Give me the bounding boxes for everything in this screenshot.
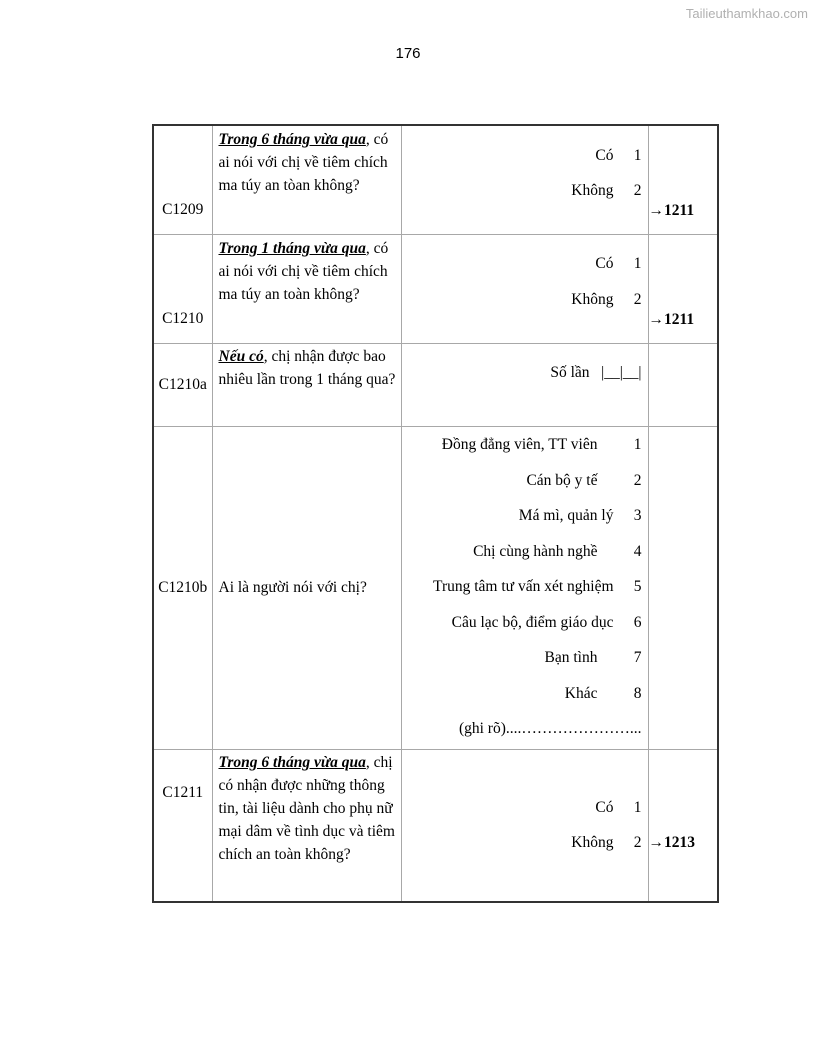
question-body: , chị nhận được bao nhiêu lần trong 1 tháng qua?	[218, 347, 396, 388]
option-label: Đồng đẳng viên, TT viên	[441, 436, 598, 454]
option-code: 1	[633, 255, 642, 273]
question-text	[213, 750, 401, 866]
question-emphasis: Trong 1 tháng vừa qua	[218, 239, 366, 257]
answer-option[interactable]	[402, 790, 648, 826]
arrow-right-icon: →	[648, 310, 664, 328]
option-label: Bạn tình	[544, 649, 598, 667]
question-body: , có ai nói với chị về tiêm chích ma túy an tòan không?	[218, 131, 389, 194]
option-code: 3	[633, 507, 642, 525]
question-emphasis: Nếu có	[218, 347, 264, 365]
question-code: C1210b	[158, 578, 208, 596]
option-label: Có	[595, 798, 614, 816]
option-code: 2	[633, 182, 642, 200]
option-label: Khác	[564, 684, 598, 702]
question-code: C1210	[162, 309, 204, 327]
option-code: 2	[633, 471, 642, 489]
option-label: Câu lạc bộ, điểm giáo dục	[451, 613, 614, 631]
skip-target: 1211	[664, 310, 695, 328]
question-emphasis: Trong 6 tháng vừa qua	[218, 753, 366, 771]
table-row	[153, 749, 718, 902]
option-label: Có	[595, 146, 614, 164]
answer-option[interactable]	[402, 174, 648, 210]
option-label: Không	[571, 182, 614, 200]
page-number: 176	[395, 45, 421, 62]
answer-option[interactable]	[402, 605, 648, 641]
option-code: 5	[633, 578, 642, 596]
option-code: 1	[633, 146, 642, 164]
skip-target: 1213	[664, 834, 695, 852]
option-label: Chị cùng hành nghề	[473, 542, 598, 560]
question-emphasis: Trong 6 tháng vừa qua	[218, 131, 366, 148]
answer-option[interactable]	[402, 499, 648, 535]
skip-target: 1211	[664, 201, 695, 219]
option-label: Cán bộ y tế	[526, 471, 598, 489]
option-code: 7	[633, 649, 642, 667]
question-code: C1209	[162, 200, 204, 218]
option-label: Trung tâm tư vấn xét nghiệm	[433, 578, 614, 596]
option-label: Má mì, quản lý	[518, 507, 614, 525]
arrow-right-icon: →	[648, 834, 664, 852]
answer-option[interactable]	[402, 247, 648, 283]
option-code: 8	[633, 684, 642, 702]
questionnaire-table	[152, 124, 719, 903]
option-code: 6	[633, 613, 642, 631]
answer-option[interactable]	[402, 534, 648, 570]
answer-option[interactable]	[402, 570, 648, 606]
option-code: 1	[633, 436, 642, 454]
answer-option[interactable]	[402, 463, 648, 499]
watermark: Tailieuthamkhao.com	[685, 6, 808, 21]
question-code: C1210a	[158, 375, 207, 393]
option-label: Không	[571, 834, 614, 851]
question-text: Ai là người nói với chị?	[218, 579, 367, 596]
option-code: 2	[633, 834, 642, 851]
question-text	[213, 126, 401, 197]
answer-option[interactable]	[402, 676, 648, 712]
option-code: 1	[633, 798, 642, 816]
table-row	[153, 426, 718, 749]
answer-option[interactable]	[402, 428, 648, 464]
table-row	[153, 343, 718, 426]
option-label: Có	[595, 255, 614, 273]
answer-count-label: Số lần |__|__|	[550, 364, 642, 382]
answer-option[interactable]	[402, 138, 648, 174]
question-body: , có ai nói với chị về tiêm chích ma túy an toàn không?	[218, 239, 389, 303]
answer-option[interactable]	[402, 641, 648, 677]
table-row	[153, 234, 718, 343]
question-text	[213, 235, 401, 306]
answer-option[interactable]	[402, 282, 648, 318]
specify-field[interactable]	[402, 712, 648, 748]
arrow-right-icon: →	[648, 201, 664, 219]
specify-label: (ghi rõ)....…………………...	[458, 720, 642, 738]
question-text	[213, 344, 401, 391]
option-label: Không	[571, 290, 614, 308]
question-code: C1211	[162, 783, 204, 801]
option-code: 2	[633, 290, 642, 308]
question-body: , chị có nhận được những thông tin, tài liệu dành cho phụ nữ mại dâm về tình dục và tiêm chích an toàn không?	[218, 753, 395, 863]
table-row	[153, 125, 718, 234]
count-field[interactable]	[402, 356, 648, 392]
answer-option[interactable]	[402, 825, 648, 861]
option-code: 4	[633, 542, 642, 560]
